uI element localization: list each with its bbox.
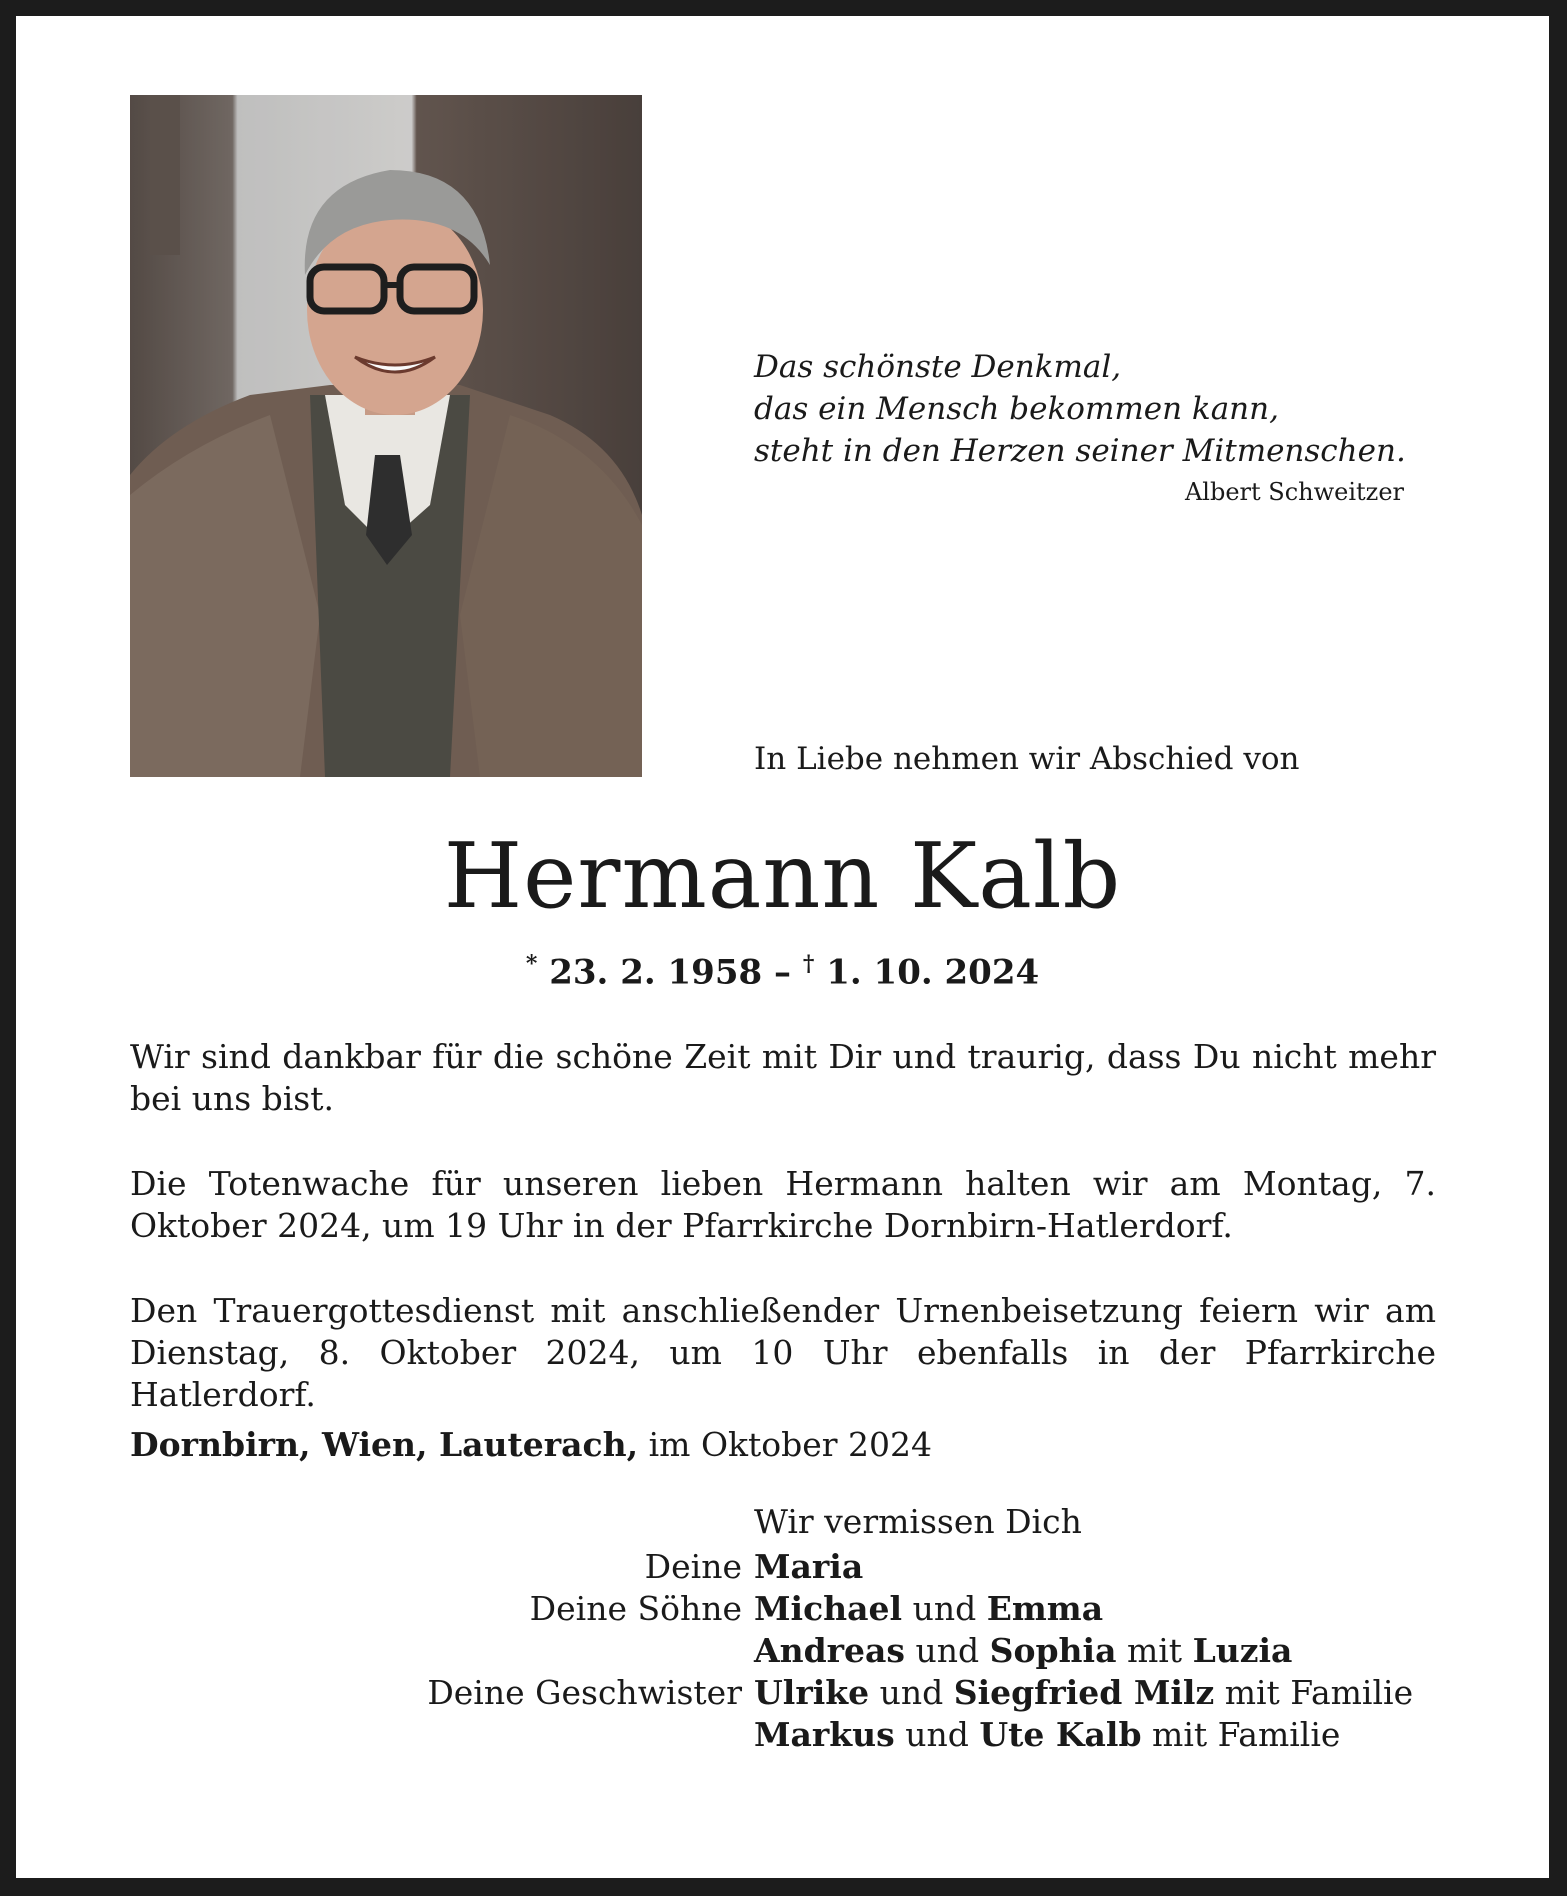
family-name: Siegfried Milz	[953, 1673, 1215, 1712]
date-separator: –	[762, 952, 803, 993]
obituary-sheet	[16, 16, 1549, 1878]
miss-line: Wir vermissen Dich	[754, 1502, 1082, 1541]
death-date: 1. 10. 2024	[826, 952, 1040, 993]
life-dates	[16, 951, 1549, 992]
place-date: im Oktober 2024	[638, 1425, 933, 1464]
paragraph-gratitude: Wir sind dankbar für die schöne Zeit mit Dir und traurig, dass Du nicht mehr bei uns bist.	[130, 1037, 1436, 1118]
family-name: Markus	[754, 1715, 895, 1754]
signature-role: Deine Geschwister	[427, 1673, 742, 1712]
deceased-name: Hermann Kalb	[443, 824, 1122, 929]
signature-role: Deine Söhne	[529, 1589, 742, 1628]
signature-role: Deine	[644, 1547, 742, 1586]
family-name: Emma	[986, 1589, 1104, 1628]
signature-names	[754, 1546, 863, 1588]
intro-line: In Liebe nehmen wir Abschied von	[754, 741, 1300, 777]
birth-date: 23. 2. 1958	[549, 952, 763, 993]
signature-names	[754, 1630, 1292, 1672]
connector-text: und	[905, 1631, 990, 1670]
quote-line: das ein Mensch bekommen kann,	[754, 391, 1279, 427]
connector-text: und	[894, 1715, 980, 1754]
paragraph-funeral: Den Trauergottesdienst mit anschließender Urnenbeisetzung feiern wir am Dienstag, 8. Oktober 2024, um 10 Uhr ebenfalls in der Pfarrkirche Hatlerdorf.	[130, 1291, 1436, 1414]
family-name: Ulrike	[754, 1673, 870, 1712]
paragraph-wake: Die Totenwache für unseren lieben Hermann halten wir am Montag, 7. Oktober 2024, um 19 Uhr in der Pfarrkirche Dornbirn-Hatlerdorf.	[130, 1164, 1436, 1245]
portrait-illustration	[130, 95, 642, 777]
quote-line: Das schönste Denkmal,	[754, 349, 1122, 385]
connector-text: mit Familie	[1214, 1673, 1414, 1712]
family-name: Luzia	[1192, 1631, 1293, 1670]
quote-line: steht in den Herzen seiner Mitmenschen.	[754, 433, 1406, 469]
birth-symbol: *	[525, 951, 538, 977]
family-name: Sophia	[989, 1631, 1117, 1670]
place-names: Dornbirn, Wien, Lauterach,	[130, 1425, 639, 1464]
signature-names	[754, 1672, 1413, 1714]
portrait-photo	[130, 95, 642, 777]
place-date-line	[130, 1424, 1436, 1466]
family-name: Michael	[754, 1589, 903, 1628]
quote-author: Albert Schweitzer	[1184, 478, 1404, 506]
family-name: Ute Kalb	[979, 1715, 1142, 1754]
connector-text: mit	[1116, 1631, 1193, 1670]
connector-text: und	[869, 1673, 954, 1712]
quote	[754, 346, 1434, 472]
family-name: Maria	[754, 1547, 864, 1586]
family-name: Andreas	[754, 1631, 906, 1670]
connector-text: mit Familie	[1141, 1715, 1341, 1754]
signature-names	[754, 1588, 1103, 1630]
death-symbol: †	[802, 951, 815, 977]
signature-names	[754, 1714, 1340, 1756]
connector-text: und	[902, 1589, 987, 1628]
